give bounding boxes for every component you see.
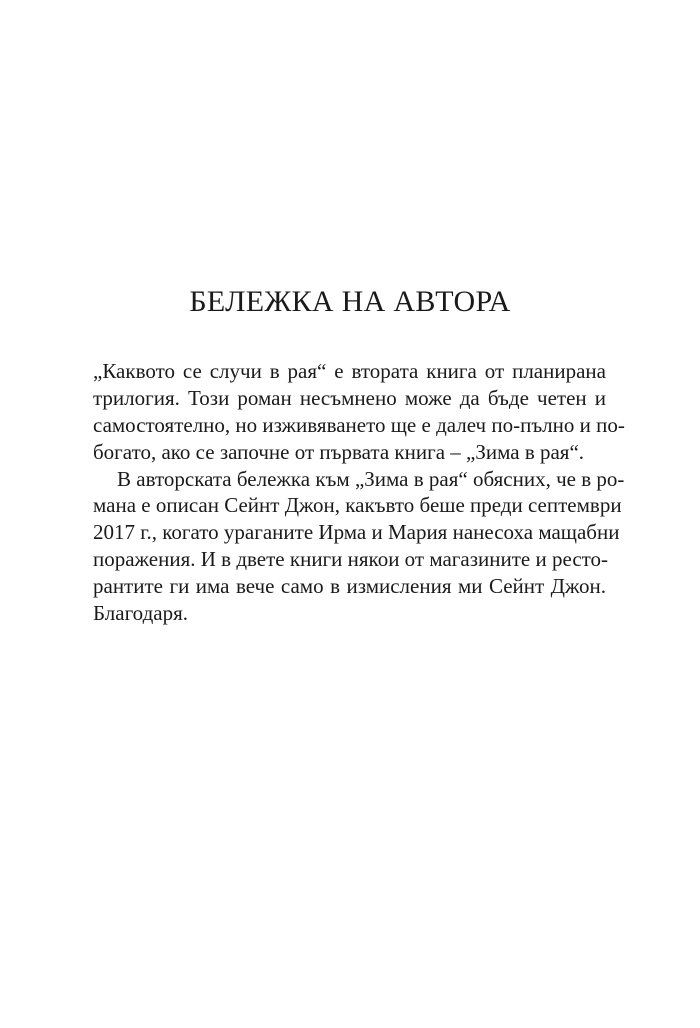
text-line: В авторската бележка към „Зима в рая“ обясних, че в ро-: [117, 466, 625, 491]
text-line: самостоятелно, но изживяването ще е далеч по-пълно и по-: [93, 412, 625, 437]
text-line: „Каквото се случи в рая“ е втората книга от планирана: [93, 359, 606, 383]
page-title: БЕЛЕЖКА НА АВТОРА: [189, 285, 511, 318]
text-line: поражения. И в двете книги някои от магазините и ресто-: [93, 547, 609, 572]
text-line: богато, ако се започне от първата книга – „Зима в рая“.: [93, 439, 585, 464]
paragraph-1: [93, 358, 625, 466]
text-line: 2017 г., когато ураганите Ирма и Мария нанесоха мащабни: [93, 520, 620, 545]
text-line: рантите ги има вече само в измисления ми Сейнт Джон.: [93, 574, 606, 599]
paragraph-2: [93, 466, 625, 627]
text-line: мана е описан Сейнт Джон, какъвто беше преди септември: [93, 493, 622, 518]
text-line: трилогия. Този роман несъмнено може да бъде четен и: [93, 385, 606, 410]
author-note-text: [93, 358, 625, 627]
text-line: Благодаря.: [93, 601, 188, 626]
